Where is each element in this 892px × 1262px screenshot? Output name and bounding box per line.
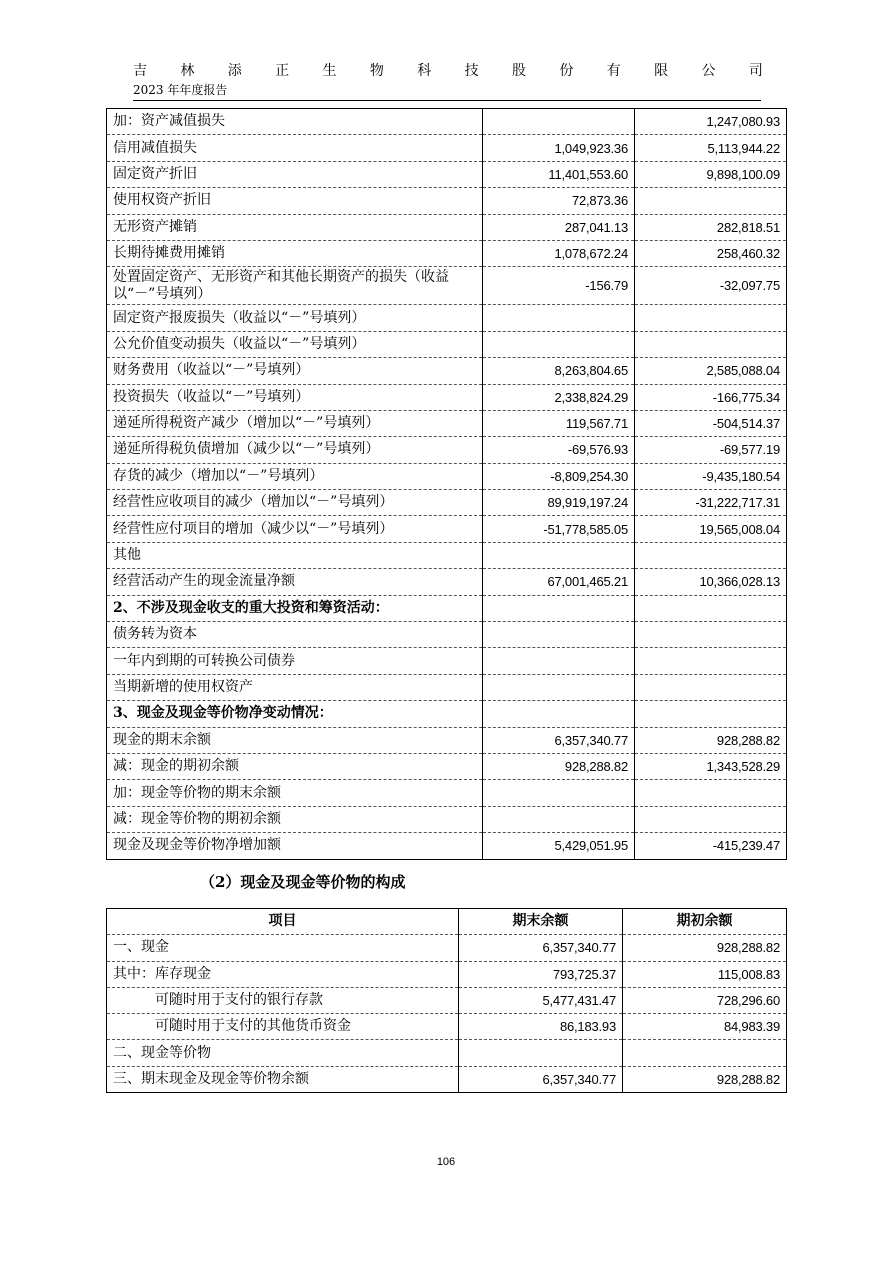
current-period-value: 2,338,824.29	[483, 384, 635, 410]
table-row	[107, 463, 787, 489]
prior-period-value	[635, 331, 787, 357]
current-period-value: -51,778,585.05	[483, 516, 635, 542]
row-label: 现金的期末余额	[107, 727, 483, 753]
row-label: 使用权资产折旧	[107, 188, 483, 214]
section-row	[107, 595, 787, 621]
prior-period-value: 10,366,028.13	[635, 569, 787, 595]
table-row	[107, 384, 787, 410]
current-period-value	[483, 806, 635, 832]
company-char: 份	[559, 63, 574, 79]
table-row	[107, 188, 787, 214]
current-period-value	[483, 542, 635, 568]
current-period-value	[483, 674, 635, 700]
cash-flow-supplement-table	[106, 108, 787, 860]
current-period-value	[483, 780, 635, 806]
table-row	[107, 516, 787, 542]
prior-period-value	[635, 305, 787, 331]
begin-balance-value: 728,296.60	[623, 987, 787, 1013]
end-balance-value: 793,725.37	[459, 961, 623, 987]
begin-balance-value: 928,288.82	[623, 1066, 787, 1092]
section-row	[107, 701, 787, 727]
table-row	[107, 987, 787, 1013]
table-row	[107, 109, 787, 135]
prior-period-value: 19,565,008.04	[635, 516, 787, 542]
row-label: 可随时用于支付的银行存款	[107, 987, 459, 1013]
row-label: 一年内到期的可转换公司债券	[107, 648, 483, 674]
company-char: 限	[654, 63, 669, 79]
table-row	[107, 214, 787, 240]
current-period-value: 89,919,197.24	[483, 490, 635, 516]
company-char: 正	[275, 63, 290, 79]
table-row	[107, 358, 787, 384]
row-label: 减：现金的期初余额	[107, 753, 483, 779]
company-name	[133, 62, 763, 80]
prior-period-value: -31,222,717.31	[635, 490, 787, 516]
prior-period-value: 9,898,100.09	[635, 161, 787, 187]
end-balance-value	[459, 1040, 623, 1066]
prior-period-value: 258,460.32	[635, 240, 787, 266]
current-period-value: 8,263,804.65	[483, 358, 635, 384]
current-period-value: 5,429,051.95	[483, 833, 635, 859]
prior-period-value: -9,435,180.54	[635, 463, 787, 489]
row-label: 三、期末现金及现金等价物余额	[107, 1066, 459, 1092]
current-period-value: 287,041.13	[483, 214, 635, 240]
begin-balance-value: 115,008.83	[623, 961, 787, 987]
current-period-value	[483, 648, 635, 674]
table-row	[107, 1040, 787, 1066]
table-row	[107, 490, 787, 516]
prior-period-value	[635, 622, 787, 648]
section-heading: 2、不涉及现金收支的重大投资和筹资活动：	[107, 595, 483, 621]
table-row	[107, 135, 787, 161]
table-header-row	[107, 909, 787, 935]
table-row	[107, 806, 787, 832]
table-row	[107, 240, 787, 266]
company-char: 股	[512, 63, 526, 79]
prior-period-value	[635, 674, 787, 700]
table-row	[107, 648, 787, 674]
end-balance-value: 6,357,340.77	[459, 1066, 623, 1092]
row-label: 递延所得税资产减少（增加以“－”号填列）	[107, 410, 483, 436]
table-row	[107, 267, 787, 305]
company-char: 添	[227, 63, 242, 79]
row-label: 当期新增的使用权资产	[107, 674, 483, 700]
company-char: 生	[322, 63, 337, 79]
prior-period-value: 928,288.82	[635, 727, 787, 753]
current-period-value	[483, 595, 635, 621]
prior-period-value	[635, 780, 787, 806]
current-period-value	[483, 331, 635, 357]
row-label: 无形资产摊销	[107, 214, 483, 240]
table-row	[107, 161, 787, 187]
header-divider	[133, 100, 761, 101]
company-char: 公	[701, 63, 716, 79]
row-label: 递延所得税负债增加（减少以“－”号填列）	[107, 437, 483, 463]
row-label: 加：资产减值损失	[107, 109, 483, 135]
prior-period-value: -166,775.34	[635, 384, 787, 410]
page-number: 106	[436, 1156, 456, 1168]
current-period-value	[483, 305, 635, 331]
column-header-end-balance: 期末余额	[459, 909, 623, 935]
current-period-value: 1,078,672.24	[483, 240, 635, 266]
section-title: （2）现金及现金等价物的构成	[200, 873, 406, 891]
column-header-item: 项目	[107, 909, 459, 935]
current-period-value: 119,567.71	[483, 410, 635, 436]
table-row	[107, 542, 787, 568]
table-row	[107, 437, 787, 463]
table-row	[107, 331, 787, 357]
table-row	[107, 1066, 787, 1092]
current-period-value: 6,357,340.77	[483, 727, 635, 753]
table-row	[107, 674, 787, 700]
row-label: 债务转为资本	[107, 622, 483, 648]
prior-period-value	[635, 595, 787, 621]
row-label: 公允价值变动损失（收益以“－”号填列）	[107, 331, 483, 357]
row-label: 财务费用（收益以“－”号填列）	[107, 358, 483, 384]
row-label: 加：现金等价物的期末余额	[107, 780, 483, 806]
table-row	[107, 622, 787, 648]
row-label: 经营活动产生的现金流量净额	[107, 569, 483, 595]
row-label: 经营性应收项目的减少（增加以“－”号填列）	[107, 490, 483, 516]
current-period-value	[483, 622, 635, 648]
current-period-value: -69,576.93	[483, 437, 635, 463]
table-row	[107, 935, 787, 961]
begin-balance-value: 84,983.39	[623, 1014, 787, 1040]
company-char: 科	[417, 63, 432, 79]
begin-balance-value: 928,288.82	[623, 935, 787, 961]
prior-period-value	[635, 188, 787, 214]
prior-period-value	[635, 701, 787, 727]
prior-period-value: -504,514.37	[635, 410, 787, 436]
prior-period-value: 5,113,944.22	[635, 135, 787, 161]
current-period-value: 1,049,923.36	[483, 135, 635, 161]
cash-equivalents-composition-table	[106, 908, 787, 1093]
prior-period-value: -32,097.75	[635, 267, 787, 305]
row-label: 可随时用于支付的其他货币资金	[107, 1014, 459, 1040]
table-row	[107, 961, 787, 987]
company-char: 技	[464, 63, 479, 79]
prior-period-value: -69,577.19	[635, 437, 787, 463]
prior-period-value: -415,239.47	[635, 833, 787, 859]
current-period-value: 11,401,553.60	[483, 161, 635, 187]
end-balance-value: 86,183.93	[459, 1014, 623, 1040]
company-char: 吉	[133, 63, 147, 79]
row-label: 其他	[107, 542, 483, 568]
prior-period-value: 282,818.51	[635, 214, 787, 240]
end-balance-value: 5,477,431.47	[459, 987, 623, 1013]
current-period-value	[483, 109, 635, 135]
company-char: 有	[606, 63, 621, 79]
row-label: 二、现金等价物	[107, 1040, 459, 1066]
prior-period-value	[635, 542, 787, 568]
begin-balance-value	[623, 1040, 787, 1066]
column-header-begin-balance: 期初余额	[623, 909, 787, 935]
row-label: 一、现金	[107, 935, 459, 961]
current-period-value: 928,288.82	[483, 753, 635, 779]
company-char: 林	[180, 63, 195, 79]
table-row	[107, 1014, 787, 1040]
row-label: 固定资产折旧	[107, 161, 483, 187]
current-period-value: -8,809,254.30	[483, 463, 635, 489]
table-row	[107, 753, 787, 779]
prior-period-value	[635, 806, 787, 832]
row-label: 减：现金等价物的期初余额	[107, 806, 483, 832]
table-row	[107, 780, 787, 806]
section-heading: 3、现金及现金等价物净变动情况：	[107, 701, 483, 727]
prior-period-value: 1,343,528.29	[635, 753, 787, 779]
prior-period-value: 1,247,080.93	[635, 109, 787, 135]
table-row	[107, 833, 787, 859]
prior-period-value	[635, 648, 787, 674]
company-char: 物	[369, 63, 384, 79]
row-label: 长期待摊费用摊销	[107, 240, 483, 266]
row-label: 其中：库存现金	[107, 961, 459, 987]
current-period-value: -156.79	[483, 267, 635, 305]
row-label: 信用减值损失	[107, 135, 483, 161]
table-row	[107, 569, 787, 595]
row-label: 固定资产报废损失（收益以“－”号填列）	[107, 305, 483, 331]
current-period-value: 72,873.36	[483, 188, 635, 214]
row-label: 存货的减少（增加以“－”号填列）	[107, 463, 483, 489]
company-char: 司	[748, 63, 763, 79]
end-balance-value: 6,357,340.77	[459, 935, 623, 961]
current-period-value: 67,001,465.21	[483, 569, 635, 595]
row-label: 投资损失（收益以“－”号填列）	[107, 384, 483, 410]
row-label: 经营性应付项目的增加（减少以“－”号填列）	[107, 516, 483, 542]
table-row	[107, 727, 787, 753]
prior-period-value: 2,585,088.04	[635, 358, 787, 384]
row-label: 处置固定资产、无形资产和其他长期资产的损失（收益以“－”号填列）	[107, 267, 483, 305]
row-label: 现金及现金等价物净增加额	[107, 833, 483, 859]
current-period-value	[483, 701, 635, 727]
table-row	[107, 410, 787, 436]
table-row	[107, 305, 787, 331]
report-title: 2023 年年度报告	[133, 83, 228, 97]
